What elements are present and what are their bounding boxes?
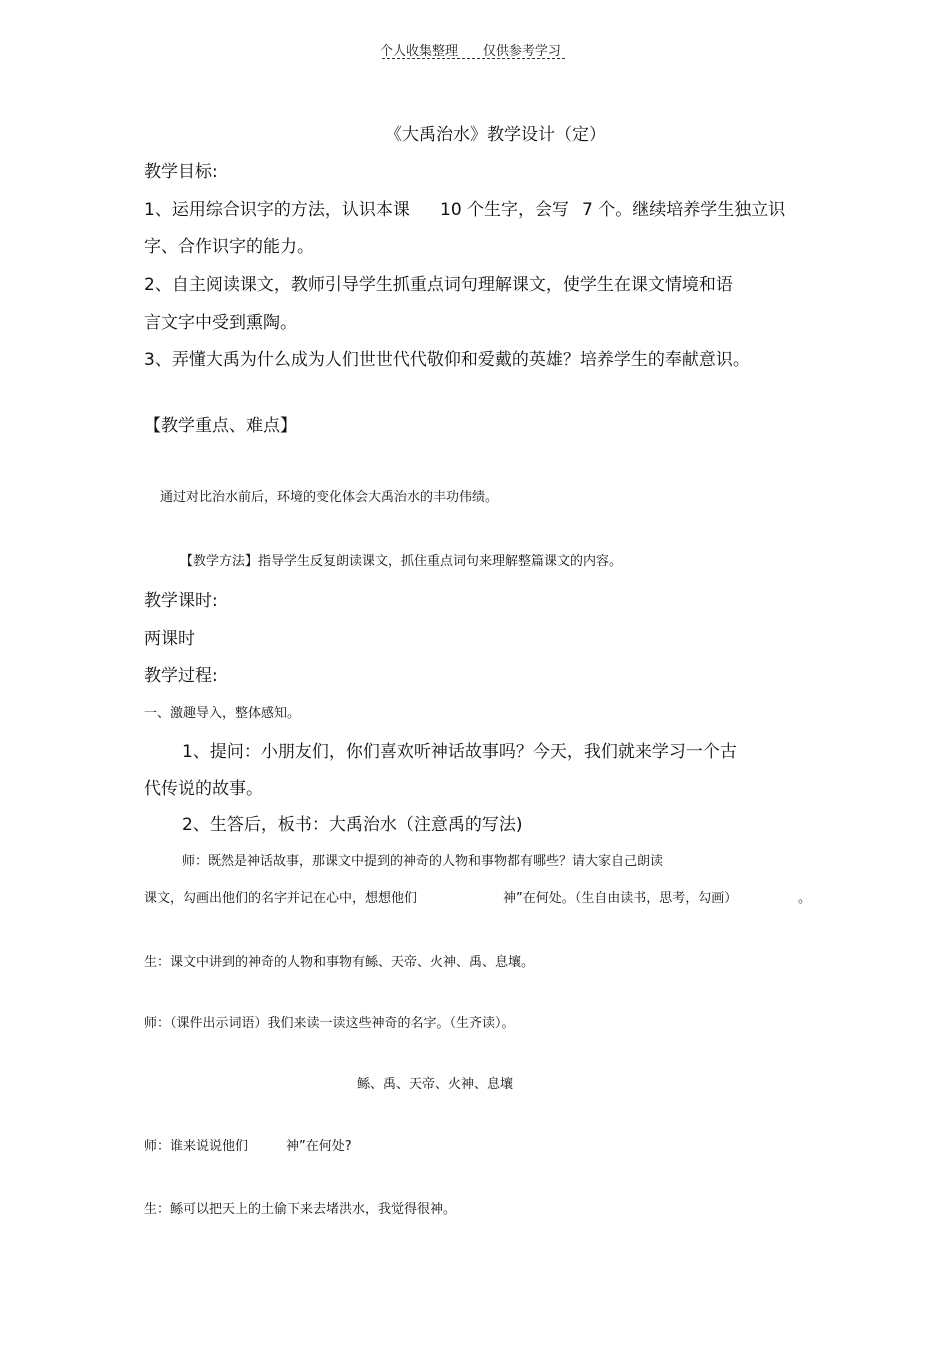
goal1-part-c: 7 个。继续培养学生独立识 xyxy=(582,200,786,220)
teacher-1-line-a: 师：既然是神话故事，那课文中提到的神奇的人物和事物都有哪些？请大家自己朗读 xyxy=(182,854,664,869)
header-dashed-rule xyxy=(382,58,565,59)
teacher-1-line-b: 课文，勾画出他们的名字并记在心中，想想他们 xyxy=(144,891,418,906)
header-text xyxy=(380,40,561,59)
process-heading: 教学过程: xyxy=(144,666,218,686)
method-text: 【教学方法】指导学生反复朗读课文，抓住重点词句来理解整篇课文的内容。 xyxy=(180,554,623,569)
hours-heading: 教学课时: xyxy=(144,591,218,611)
goal2-part-a: 2、自主阅读课文，教师引导学生抓重点词句理解课文，使学生在课文情境和语 xyxy=(144,275,733,295)
paragraph-1-line-b: 代传说的故事。 xyxy=(144,779,263,799)
teacher-1-line-c: 神”在何处。（生自由读书，思考，勾画） xyxy=(503,891,738,906)
student-1: 生：课文中讲到的神奇的人物和事物有鲧、天帝、火神、禹、息壤。 xyxy=(144,955,535,970)
goal1-part-d: 字、合作识字的能力。 xyxy=(144,237,314,257)
word-list: 鲧、禹、天帝、火神、息壤 xyxy=(357,1077,514,1092)
key-heading: 【教学重点、难点】 xyxy=(144,416,297,436)
doc-title: 《大禹治水》教学设计（定） xyxy=(385,125,606,145)
student-2: 生：鲧可以把天上的土偷下来去堵洪水，我觉得很神。 xyxy=(144,1202,457,1217)
goal1-part-a: 1、运用综合识字的方法，认识本课 xyxy=(144,200,410,220)
teacher-3-part-b: 神”在何处? xyxy=(286,1139,352,1154)
key-text: 通过对比治水前后，环境的变化体会大禹治水的丰功伟绩。 xyxy=(160,490,499,505)
goal3: 3、弄懂大禹为什么成为人们世世代代敬仰和爱戴的英雄？培养学生的奉献意识。 xyxy=(144,350,750,370)
goals-heading: 教学目标: xyxy=(144,162,218,182)
paragraph-2: 2、生答后，板书：大禹治水（注意禹的写法) xyxy=(182,815,523,835)
hours-value: 两课时 xyxy=(144,629,195,649)
teacher-3-part-a: 师：谁来说说他们 xyxy=(144,1139,249,1154)
teacher-1-line-d: 。 xyxy=(798,891,812,906)
goal1-part-b: 10 个生字，会写 xyxy=(440,200,570,220)
teacher-2: 师：（课件出示词语）我们来读一读这些神奇的名字。（生齐读）。 xyxy=(144,1016,515,1031)
header-right: 仅供参考学习 xyxy=(482,44,561,59)
goal2-part-b: 言文字中受到熏陶。 xyxy=(144,313,297,333)
paragraph-1-line-a: 1、提问：小朋友们，你们喜欢听神话故事吗？今天，我们就来学习一个古 xyxy=(182,742,737,762)
section-1-heading: 一、激趣导入，整体感知。 xyxy=(144,706,301,721)
header-left: 个人收集整理 xyxy=(380,44,459,59)
